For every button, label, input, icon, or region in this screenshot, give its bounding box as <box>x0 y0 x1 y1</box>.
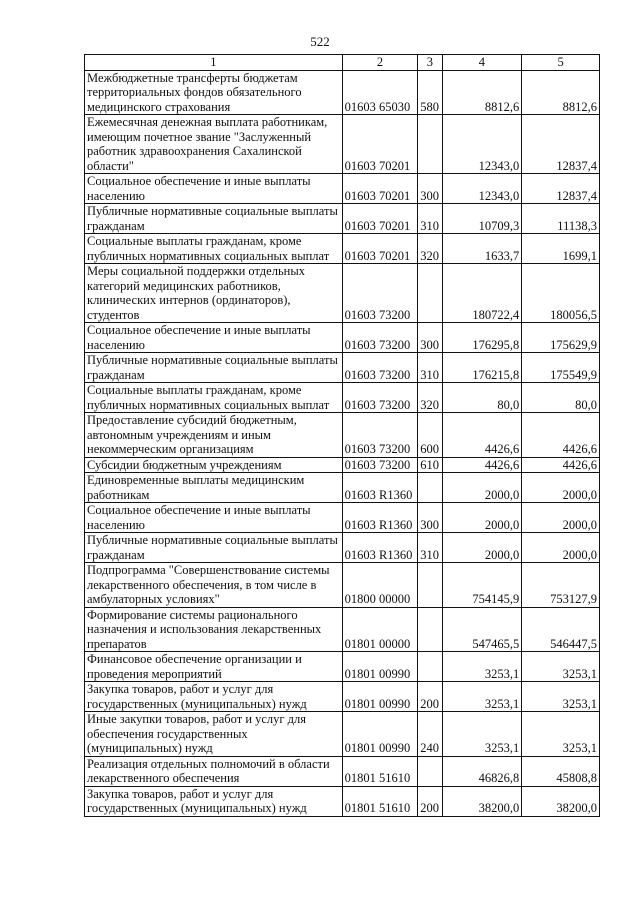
value-col5-cell: 11138,3 <box>522 204 600 234</box>
code-cell: 01801 00990 <box>342 712 418 757</box>
type-cell <box>418 473 442 503</box>
type-cell: 200 <box>418 682 442 712</box>
table-row <box>85 204 600 234</box>
name-cell: Публичные нормативные социальные выплаты гражданам <box>85 353 343 383</box>
code-cell: 01801 51610 <box>342 786 418 816</box>
value-col4-cell: 3253,1 <box>442 682 522 712</box>
value-col5-cell: 3253,1 <box>522 712 600 757</box>
type-cell <box>418 264 442 323</box>
value-col4-cell: 38200,0 <box>442 786 522 816</box>
table-row <box>85 756 600 786</box>
type-cell <box>418 115 442 174</box>
value-col5-cell: 12837,4 <box>522 174 600 204</box>
name-cell: Закупка товаров, работ и услуг для государственных (муниципальных) нужд <box>85 786 343 816</box>
code-cell: 01603 73200 <box>342 264 418 323</box>
table-row <box>85 323 600 353</box>
type-cell <box>418 563 442 608</box>
table-header <box>85 55 600 71</box>
header-row <box>85 55 600 71</box>
value-col5-cell: 1699,1 <box>522 234 600 264</box>
value-col5-cell: 3253,1 <box>522 652 600 682</box>
name-cell: Межбюджетные трансферты бюджетам территориальных фондов обязательного медицинского страхования <box>85 70 343 115</box>
table-row <box>85 413 600 458</box>
code-cell: 01801 00990 <box>342 652 418 682</box>
value-col5-cell: 2000,0 <box>522 503 600 533</box>
code-cell: 01603 73200 <box>342 457 418 473</box>
value-col5-cell: 180056,5 <box>522 264 600 323</box>
column-header-2: 2 <box>342 55 418 71</box>
value-col5-cell: 80,0 <box>522 383 600 413</box>
name-cell: Социальное обеспечение и иные выплаты населению <box>85 174 343 204</box>
type-cell: 310 <box>418 353 442 383</box>
table-row <box>85 712 600 757</box>
table-row <box>85 174 600 204</box>
name-cell: Формирование системы рационального назначения и использования лекарственных препаратов <box>85 607 343 652</box>
value-col5-cell: 45808,8 <box>522 756 600 786</box>
code-cell: 01801 51610 <box>342 756 418 786</box>
code-cell: 01603 70201 <box>342 234 418 264</box>
code-cell: 01801 00000 <box>342 607 418 652</box>
name-cell: Реализация отдельных полномочий в области лекарственного обеспечения <box>85 756 343 786</box>
value-col4-cell: 2000,0 <box>442 503 522 533</box>
table-row <box>85 234 600 264</box>
value-col5-cell: 3253,1 <box>522 682 600 712</box>
name-cell: Меры социальной поддержки отдельных категорий медицинских работников, клинических интернов (ординаторов), студентов <box>85 264 343 323</box>
code-cell: 01603 73200 <box>342 413 418 458</box>
type-cell: 300 <box>418 503 442 533</box>
code-cell: 01603 70201 <box>342 204 418 234</box>
table-row <box>85 383 600 413</box>
code-cell: 01603 73200 <box>342 323 418 353</box>
code-cell: 01603 R1360 <box>342 533 418 563</box>
value-col4-cell: 754145,9 <box>442 563 522 608</box>
value-col4-cell: 176215,8 <box>442 353 522 383</box>
page-number: 522 <box>310 34 330 49</box>
table-row <box>85 786 600 816</box>
column-header-5: 5 <box>522 55 600 71</box>
type-cell: 320 <box>418 234 442 264</box>
value-col5-cell: 4426,6 <box>522 457 600 473</box>
table-row <box>85 115 600 174</box>
value-col4-cell: 46826,8 <box>442 756 522 786</box>
table-row <box>85 353 600 383</box>
code-cell: 01800 00000 <box>342 563 418 608</box>
value-col5-cell: 753127,9 <box>522 563 600 608</box>
name-cell: Иные закупки товаров, работ и услуг для обеспечения государственных (муниципальных) нужд <box>85 712 343 757</box>
name-cell: Социальное обеспечение и иные выплаты населению <box>85 323 343 353</box>
value-col4-cell: 2000,0 <box>442 533 522 563</box>
type-cell: 200 <box>418 786 442 816</box>
type-cell: 600 <box>418 413 442 458</box>
table-row <box>85 607 600 652</box>
name-cell: Социальные выплаты гражданам, кроме публичных нормативных социальных выплат <box>85 383 343 413</box>
column-header-3: 3 <box>418 55 442 71</box>
value-col5-cell: 2000,0 <box>522 533 600 563</box>
value-col4-cell: 10709,3 <box>442 204 522 234</box>
value-col4-cell: 176295,8 <box>442 323 522 353</box>
type-cell: 300 <box>418 323 442 353</box>
value-col5-cell: 4426,6 <box>522 413 600 458</box>
type-cell <box>418 607 442 652</box>
value-col5-cell: 2000,0 <box>522 473 600 503</box>
name-cell: Публичные нормативные социальные выплаты гражданам <box>85 204 343 234</box>
type-cell: 610 <box>418 457 442 473</box>
type-cell <box>418 756 442 786</box>
value-col5-cell: 12837,4 <box>522 115 600 174</box>
value-col4-cell: 4426,6 <box>442 413 522 458</box>
name-cell: Предоставление субсидий бюджетным, автономным учреждениям и иным некоммерческим организациям <box>85 413 343 458</box>
value-col4-cell: 180722,4 <box>442 264 522 323</box>
value-col5-cell: 8812,6 <box>522 70 600 115</box>
value-col5-cell: 546447,5 <box>522 607 600 652</box>
code-cell: 01603 73200 <box>342 383 418 413</box>
table-row <box>85 533 600 563</box>
value-col4-cell: 4426,6 <box>442 457 522 473</box>
value-col4-cell: 12343,0 <box>442 115 522 174</box>
code-cell: 01603 70201 <box>342 174 418 204</box>
value-col4-cell: 3253,1 <box>442 652 522 682</box>
name-cell: Ежемесячная денежная выплата работникам, имеющим почетное звание "Заслуженный работник здравоохранения Сахалинской области" <box>85 115 343 174</box>
table-row <box>85 563 600 608</box>
code-cell: 01603 65030 <box>342 70 418 115</box>
budget-table <box>84 54 600 817</box>
name-cell: Подпрограмма "Совершенствование системы лекарственного обеспечения, в том числе в амбулаторных условиях" <box>85 563 343 608</box>
code-cell: 01801 00990 <box>342 682 418 712</box>
table-row <box>85 264 600 323</box>
name-cell: Публичные нормативные социальные выплаты гражданам <box>85 533 343 563</box>
table-row <box>85 503 600 533</box>
name-cell: Закупка товаров, работ и услуг для государственных (муниципальных) нужд <box>85 682 343 712</box>
type-cell: 310 <box>418 204 442 234</box>
type-cell: 310 <box>418 533 442 563</box>
value-col4-cell: 8812,6 <box>442 70 522 115</box>
type-cell: 320 <box>418 383 442 413</box>
code-cell: 01603 73200 <box>342 353 418 383</box>
value-col5-cell: 38200,0 <box>522 786 600 816</box>
name-cell: Финансовое обеспечение организации и проведения мероприятий <box>85 652 343 682</box>
code-cell: 01603 R1360 <box>342 503 418 533</box>
type-cell: 240 <box>418 712 442 757</box>
code-cell: 01603 70201 <box>342 115 418 174</box>
value-col4-cell: 12343,0 <box>442 174 522 204</box>
name-cell: Социальное обеспечение и иные выплаты населению <box>85 503 343 533</box>
value-col4-cell: 547465,5 <box>442 607 522 652</box>
value-col4-cell: 2000,0 <box>442 473 522 503</box>
table-row <box>85 682 600 712</box>
name-cell: Субсидии бюджетным учреждениям <box>85 457 343 473</box>
code-cell: 01603 R1360 <box>342 473 418 503</box>
type-cell: 300 <box>418 174 442 204</box>
value-col4-cell: 1633,7 <box>442 234 522 264</box>
type-cell <box>418 652 442 682</box>
table-row <box>85 652 600 682</box>
name-cell: Социальные выплаты гражданам, кроме публичных нормативных социальных выплат <box>85 234 343 264</box>
table-row <box>85 457 600 473</box>
value-col4-cell: 3253,1 <box>442 712 522 757</box>
table-body <box>85 70 600 816</box>
table-row <box>85 473 600 503</box>
value-col4-cell: 80,0 <box>442 383 522 413</box>
column-header-1: 1 <box>85 55 343 71</box>
value-col5-cell: 175629,9 <box>522 323 600 353</box>
value-col5-cell: 175549,9 <box>522 353 600 383</box>
name-cell: Единовременные выплаты медицинским работникам <box>85 473 343 503</box>
type-cell: 580 <box>418 70 442 115</box>
table-row <box>85 70 600 115</box>
column-header-4: 4 <box>442 55 522 71</box>
